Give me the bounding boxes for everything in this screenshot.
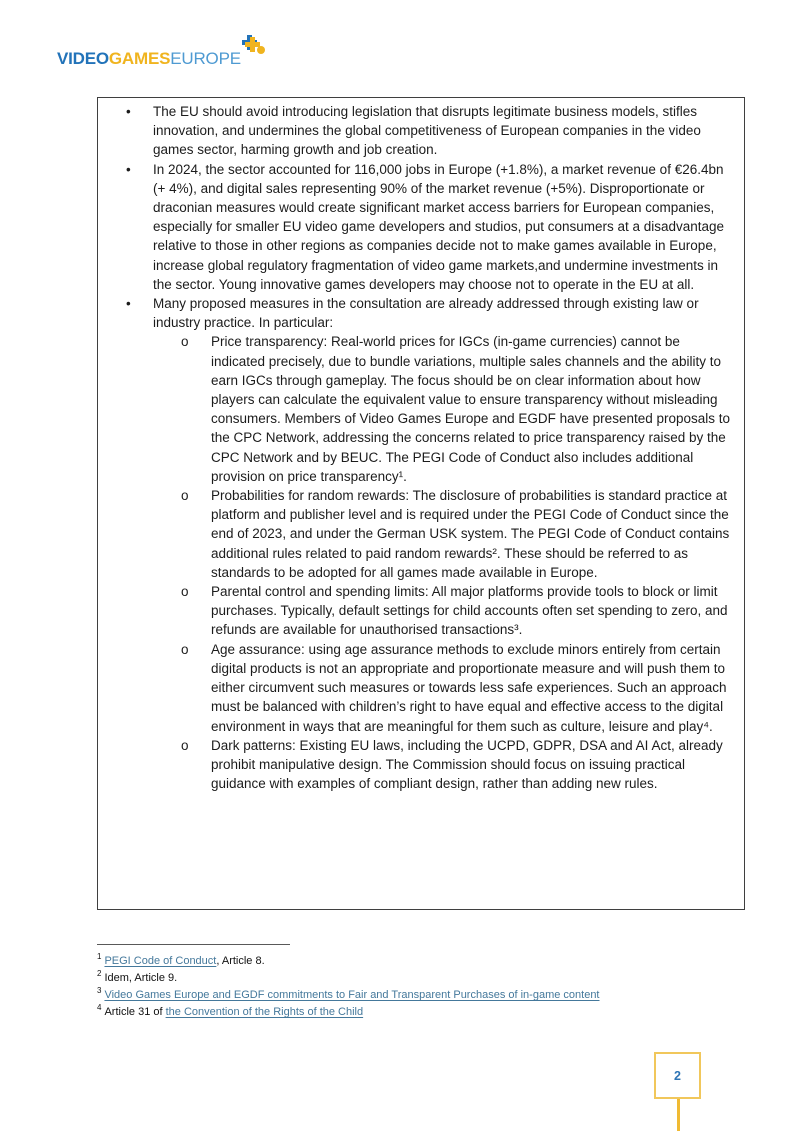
footnote (97, 953, 745, 970)
footnote-pre-text: Article 31 of (104, 1006, 166, 1018)
footnote-link[interactable]: PEGI Code of Conduct (104, 955, 217, 967)
sub-bullet-item (153, 486, 734, 582)
sub-bullet-marker: o (181, 334, 189, 350)
sub-bullet-text: Price transparency: Real-world prices for IGCs (in-game currencies) cannot be indicated precisely, due to bundle variations, multiple sales channels and the ability to earn IGCs through gameplay. The focus should be on clear information about how players can calculate the equivalent value to ensure transparency without misleading consumers. Members of Video Games Europe and EGDF have presented proposals to the CPC Network, addressing the concerns related to price transparency raised by the CPC Network and by BEUC. The PEGI Code of Conduct also includes additional provision on price transparency¹. (211, 334, 731, 484)
footnote-post-text: , Article 8. (216, 955, 265, 967)
bullet-text: In 2024, the sector accounted for 116,000 jobs in Europe (+1.8%), a market revenue of €26.4bn (+ 4%), and digital sales representing 90% of the market revenue (+5%). Disproportionate or draconian measures would create significant market access barriers for European companies, especially for smaller EU video game developers and studios, put consumers at a disadvantage relative to those in other regions as companies decide not to make games available in Europe, increase global regulatory fragmentation of video game markets,and undermine investments in the sector. Young innovative games developers may choose not to operate in the EU at all. (153, 161, 725, 292)
footnote (97, 1004, 745, 1021)
sub-bullet-item (153, 582, 734, 640)
sub-bullet-marker: o (181, 737, 189, 753)
dot-icon (257, 46, 265, 54)
sub-bullet-text: Parental control and spending limits: All major platforms provide tools to block or limit purchases. Typically, default settings for child accounts often set spending to zero, and refunds are available for unauthorised transactions³. (211, 584, 728, 638)
sub-bullet-item (153, 332, 734, 486)
footnotes-section (97, 944, 745, 1021)
logo-text-games: GAMES (108, 49, 171, 68)
sub-bullet-text: Probabilities for random rewards: The disclosure of probabilities is standard practice at platform and publisher level and is required under the PEGI Code of Conduct since the end of 2023, and under the German USK system. The PEGI Code of Conduct contains additional rules related to paid random rewards². These should be referred to as standards to be adopted for all games made available in Europe. (211, 488, 730, 580)
logo (57, 46, 267, 69)
sub-bullet-text: Dark patterns: Existing EU laws, including the UCPD, GDPR, DSA and AI Act, already prohibit manipulative design. The Commission should focus on issuing practical guidance with examples of compliant design, rather than adding new rules. (211, 737, 723, 792)
footnote-marker: 2 (97, 969, 102, 979)
footnote-pre-text: Idem, Article 9. (104, 972, 178, 984)
bullet-item (98, 294, 734, 793)
footnote-link[interactable]: the Convention of the Rights of the Child (165, 1006, 364, 1018)
sub-bullet-item (153, 736, 734, 794)
footnote (97, 987, 745, 1004)
footnote-separator (97, 944, 290, 945)
bullet-text: Many proposed measures in the consultation are already addressed through existing law or industry practice. In particular: (153, 296, 699, 331)
bullet-marker: • (126, 104, 131, 119)
footnote-marker: 3 (97, 986, 102, 996)
footnote-marker: 1 (97, 952, 102, 962)
sub-bullet-item (153, 640, 734, 736)
bullet-text: The EU should avoid introducing legislation that disrupts legitimate business models, stifles innovation, and undermines the global competitiveness of European companies in the video games sector, harming growth and job creation. (153, 104, 701, 158)
sub-bullet-marker: o (181, 584, 189, 600)
page-number-box (654, 1052, 701, 1099)
page-number: 2 (674, 1068, 681, 1083)
logo-text-europe: EUROPE (170, 49, 241, 68)
logo-text-video: VIDEO (57, 49, 109, 68)
footnote-link[interactable]: Video Games Europe and EGDF commitments to Fair and Transparent Purchases of in-game content (104, 989, 600, 1001)
bullet-item (98, 102, 734, 160)
bullet-item (98, 160, 734, 294)
sub-bullet-text: Age assurance: using age assurance methods to exclude minors entirely from certain digital products is not an appropriate and proportionate measure and will push them to either circumvent such measures or towards less safe experiences. Such an approach must be balanced with children’s right to have equal and effective access to the digital environment in ways that are meaningful for them such as culture, leisure and play⁴. (211, 641, 727, 734)
sub-bullet-marker: o (181, 641, 189, 657)
footer-accent-line (677, 1099, 680, 1131)
sub-bullet-marker: o (181, 488, 189, 504)
footnote-marker: 4 (97, 1003, 102, 1013)
logo-plus-icon (241, 46, 267, 64)
footnote (97, 970, 745, 987)
content-box (97, 97, 745, 910)
bullet-marker: • (126, 161, 131, 177)
bullet-marker: • (126, 296, 131, 312)
